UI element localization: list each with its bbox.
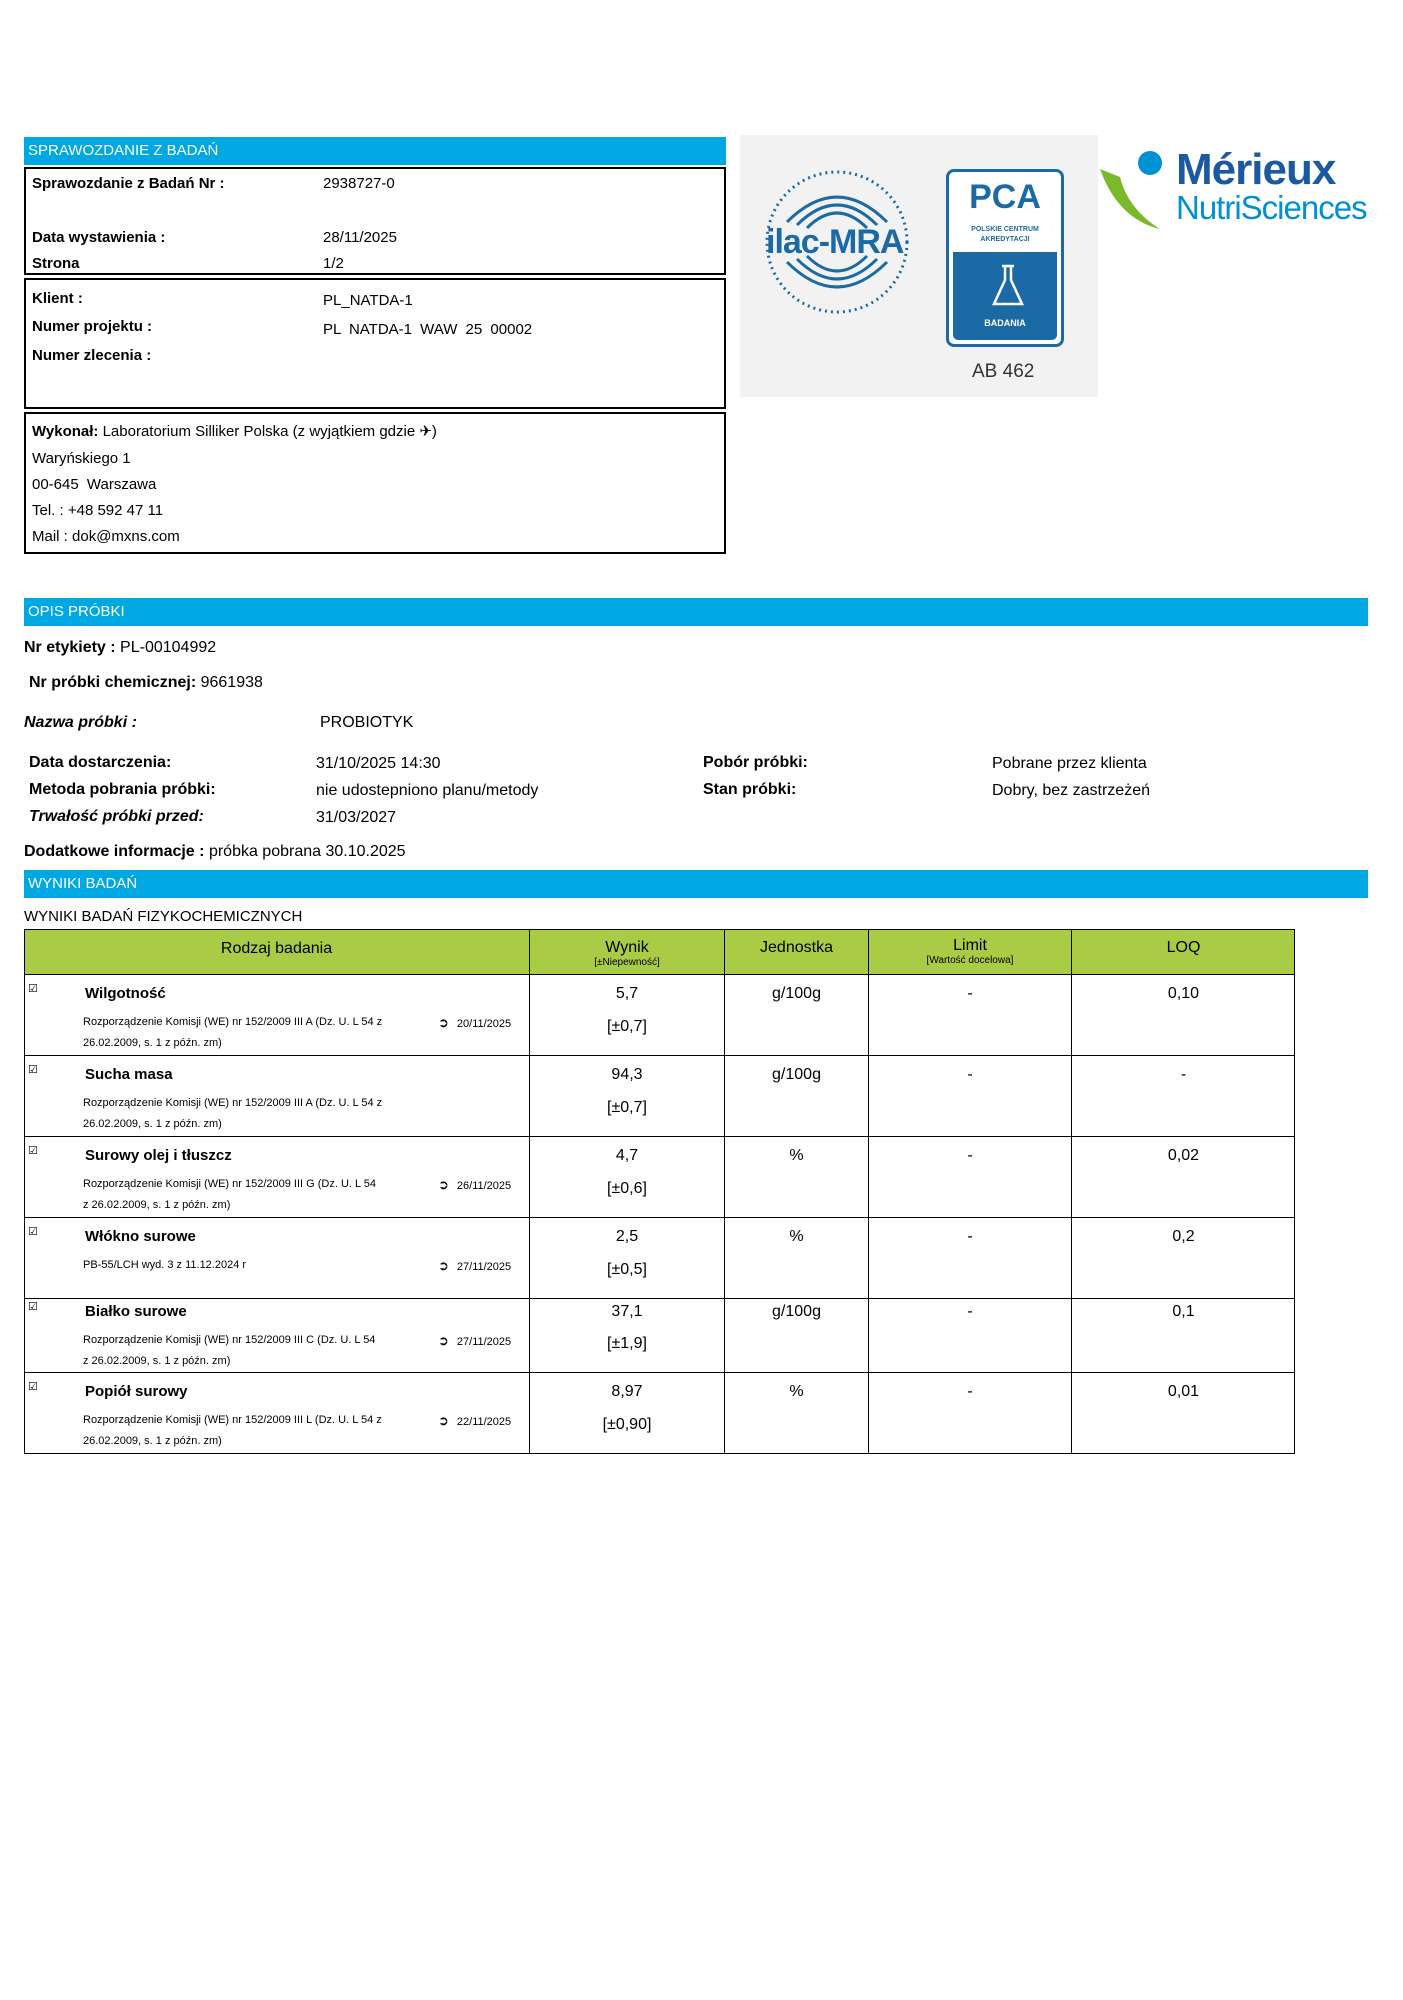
extra-info-line: [24, 843, 406, 861]
sampling-label: Pobór próbki:: [703, 754, 808, 771]
test-date: [438, 1015, 511, 1031]
pca-sub1: POLSKIE CENTRUM: [971, 226, 1039, 233]
sample-name-label: Nazwa próbki :: [24, 714, 137, 731]
result-value: 37,1: [611, 1303, 643, 1320]
accreditation-logos: [740, 135, 1098, 397]
col-limit-label: Limit: [953, 937, 987, 954]
test-method: PB-55/LCH wyd. 3 z 11.12.2024 r: [83, 1259, 247, 1271]
sample-section-heading: OPIS PRÓBKI: [24, 598, 1368, 626]
limit-value: -: [967, 1228, 973, 1245]
pca-badge: [946, 169, 1064, 347]
unit-value: %: [789, 1147, 804, 1164]
test-name: Włókno surowe: [85, 1228, 196, 1245]
delivery-value: 31/10/2025 14:30: [316, 755, 441, 772]
performer-value: Laboratorium Silliker Polska (z wyjątkiem gdzie ✈): [102, 423, 437, 440]
issue-date: 28/11/2025: [323, 229, 397, 246]
col-loq-header: LOQ: [1166, 939, 1201, 956]
loq-value: 0,10: [1167, 985, 1200, 1002]
test-date: [438, 1413, 511, 1429]
checkbox-icon: ☑: [28, 983, 38, 995]
checkbox-icon: ☑: [28, 1064, 38, 1076]
report-section-heading: SPRAWOZDANIE Z BADAŃ: [24, 137, 726, 165]
result-value: 4,7: [615, 1147, 639, 1164]
result-uncertainty: [±0,90]: [602, 1416, 652, 1433]
page-number: 1/2: [323, 255, 344, 272]
test-date-value: 26/11/2025: [456, 1180, 512, 1192]
pca-badge-panel: [953, 252, 1057, 340]
merieux-subname: NutriSciences: [1176, 189, 1367, 226]
label-no: PL-00104992: [120, 639, 217, 656]
limit-value: -: [967, 985, 973, 1002]
col-test-header: Rodzaj badania: [220, 940, 333, 957]
test-date: [438, 1333, 511, 1349]
result-value: 2,5: [615, 1228, 639, 1245]
test-method: Rozporządzenie Komisji (WE) nr 152/2009 III C (Dz. U. L 54 z 26.02.2009, s. 1 z późn. zm): [83, 1334, 376, 1367]
table-line: [1071, 929, 1072, 1454]
table-line: [24, 1453, 1295, 1454]
unit-value: %: [789, 1228, 804, 1245]
client-info-box: [24, 278, 726, 409]
return-arrow-icon: ➲: [438, 1333, 449, 1348]
result-uncertainty: [±0,7]: [607, 1018, 647, 1035]
label-no-line: [24, 639, 216, 657]
test-name: Sucha masa: [85, 1066, 173, 1083]
table-line: [24, 1217, 1295, 1218]
mail: Mail : dok@mxns.com: [32, 528, 180, 545]
result-value: 8,97: [611, 1383, 643, 1400]
checkbox-icon: ☑: [28, 1226, 38, 1238]
table-line: [24, 929, 1295, 930]
loq-value: 0,1: [1172, 1303, 1195, 1320]
table-line: [724, 929, 725, 1454]
extra-info-label: Dodatkowe informacje :: [24, 843, 205, 860]
project-value: PL NATDA-1 WAW 25 00002: [323, 321, 533, 338]
limit-value: -: [967, 1066, 973, 1083]
method-label: Metoda pobrania próbki:: [29, 781, 216, 798]
phone: Tel. : +48 592 47 11: [32, 502, 164, 519]
pca-badania: BADANIA: [984, 318, 1026, 328]
pca-text: PCA: [969, 178, 1041, 216]
col-unit-header: Jednostka: [760, 939, 833, 956]
table-line: [24, 1055, 1295, 1056]
state-label: Stan próbki:: [703, 781, 797, 798]
return-arrow-icon: ➲: [438, 1177, 449, 1192]
address-city: 00-645 Warszawa: [32, 476, 157, 493]
checkbox-icon: ☑: [28, 1145, 38, 1157]
test-name: Popiół surowy: [85, 1383, 188, 1400]
test-date: [438, 1177, 511, 1193]
client-label: Klient :: [32, 290, 83, 307]
loq-value: -: [1180, 1066, 1187, 1083]
table-line: [24, 1372, 1295, 1373]
chem-no-line: [29, 674, 263, 692]
test-method: Rozporządzenie Komisji (WE) nr 152/2009 III G (Dz. U. L 54 z 26.02.2009, s. 1 z późn. zm): [83, 1178, 377, 1211]
result-uncertainty: [±0,6]: [607, 1180, 647, 1197]
client-value: PL_NATDA-1: [323, 292, 413, 309]
return-arrow-icon: ➲: [438, 1015, 449, 1030]
order-label: Numer zlecenia :: [32, 347, 152, 364]
address-street: Waryńskiego 1: [32, 450, 131, 467]
project-label: Numer projektu :: [32, 318, 153, 335]
test-date-value: 27/11/2025: [456, 1336, 512, 1348]
unit-value: %: [789, 1383, 804, 1400]
report-info-box: [24, 167, 726, 275]
pca-sub2: AKREDYTACJI: [980, 236, 1030, 243]
result-value: 5,7: [615, 985, 639, 1002]
test-name: Surowy olej i tłuszcz: [85, 1147, 232, 1164]
sample-name: PROBIOTYK: [320, 714, 414, 731]
merieux-logo: [1098, 135, 1368, 245]
merieux-name: Mérieux: [1176, 145, 1336, 194]
sampling-value: Pobrane przez klienta: [992, 755, 1147, 772]
report-no-label: Sprawozdanie z Badań Nr :: [32, 175, 225, 192]
table-line: [1294, 929, 1295, 1454]
performer-box: [24, 412, 726, 554]
performer-label: Wykonał:: [32, 423, 99, 440]
limit-value: -: [967, 1303, 973, 1320]
extra-info: próbka pobrana 30.10.2025: [208, 843, 406, 860]
test-date-value: 27/11/2025: [456, 1261, 512, 1273]
loq-value: 0,02: [1167, 1147, 1200, 1164]
test-method: Rozporządzenie Komisji (WE) nr 152/2009 III A (Dz. U. L 54 z 26.02.2009, s. 1 z późn. zm): [83, 1016, 383, 1049]
checkbox-icon: ☑: [28, 1381, 38, 1393]
table-line: [868, 929, 869, 1454]
loq-value: 0,2: [1172, 1228, 1195, 1245]
checkbox-icon: ☑: [28, 1301, 38, 1313]
limit-value: -: [967, 1383, 973, 1400]
ilac-mra-text: ilac-MRA: [766, 223, 904, 261]
test-date-value: 20/11/2025: [456, 1018, 512, 1030]
test-name: Białko surowe: [85, 1303, 187, 1320]
report-no: 2938727-0: [323, 175, 395, 192]
col-result-header: [530, 939, 724, 968]
issue-date-label: Data wystawienia :: [32, 229, 166, 246]
results-section-heading: WYNIKI BADAŃ: [24, 870, 1368, 898]
chem-no-label: Nr próbki chemicznej:: [29, 674, 197, 691]
result-uncertainty: [±0,5]: [607, 1261, 647, 1278]
results-subheading: WYNIKI BADAŃ FIZYKOCHEMICZNYCH: [24, 908, 303, 925]
unit-value: g/100g: [772, 1066, 821, 1083]
shelf-label: Trwałość próbki przed:: [29, 808, 204, 825]
test-date-value: 22/11/2025: [456, 1416, 512, 1428]
label-no-label: Nr etykiety :: [24, 639, 116, 656]
test-date: [438, 1258, 511, 1274]
merieux-leaf-icon: [1098, 149, 1162, 231]
limit-value: -: [967, 1147, 973, 1164]
chem-no: 9661938: [200, 674, 263, 691]
page-label: Strona: [32, 255, 80, 272]
col-result-sub: [±Niepewność]: [594, 957, 660, 968]
test-method: Rozporządzenie Komisji (WE) nr 152/2009 III L (Dz. U. L 54 z 26.02.2009, s. 1 z późn. zm): [83, 1414, 382, 1447]
loq-value: 0,01: [1167, 1383, 1200, 1400]
col-result-label: Wynik: [605, 939, 649, 956]
result-uncertainty: [±0,7]: [607, 1099, 647, 1116]
table-line: [24, 929, 25, 1454]
shelf-value: 31/03/2027: [316, 809, 397, 826]
test-method: Rozporządzenie Komisji (WE) nr 152/2009 III A (Dz. U. L 54 z 26.02.2009, s. 1 z późn. zm): [83, 1097, 383, 1130]
unit-value: g/100g: [772, 1303, 821, 1320]
result-value: 94,3: [611, 1066, 643, 1083]
col-limit-sub: [Wartość docelowa]: [926, 955, 1014, 966]
performer-line: [32, 422, 437, 440]
return-arrow-icon: ➲: [438, 1413, 449, 1428]
result-uncertainty: [±1,9]: [607, 1335, 647, 1352]
unit-value: g/100g: [772, 985, 821, 1002]
pca-number: AB 462: [972, 361, 1035, 382]
state-value: Dobry, bez zastrzeżeń: [992, 782, 1150, 799]
method-value: nie udostepniono planu/metody: [316, 782, 539, 799]
table-line: [24, 1298, 1295, 1299]
test-name: Wilgotność: [85, 985, 166, 1002]
table-line: [24, 974, 1295, 975]
flask-icon: [990, 264, 1026, 310]
table-line: [24, 1136, 1295, 1137]
delivery-label: Data dostarczenia:: [29, 754, 172, 771]
col-limit-header: [869, 937, 1071, 966]
return-arrow-icon: ➲: [438, 1258, 449, 1273]
